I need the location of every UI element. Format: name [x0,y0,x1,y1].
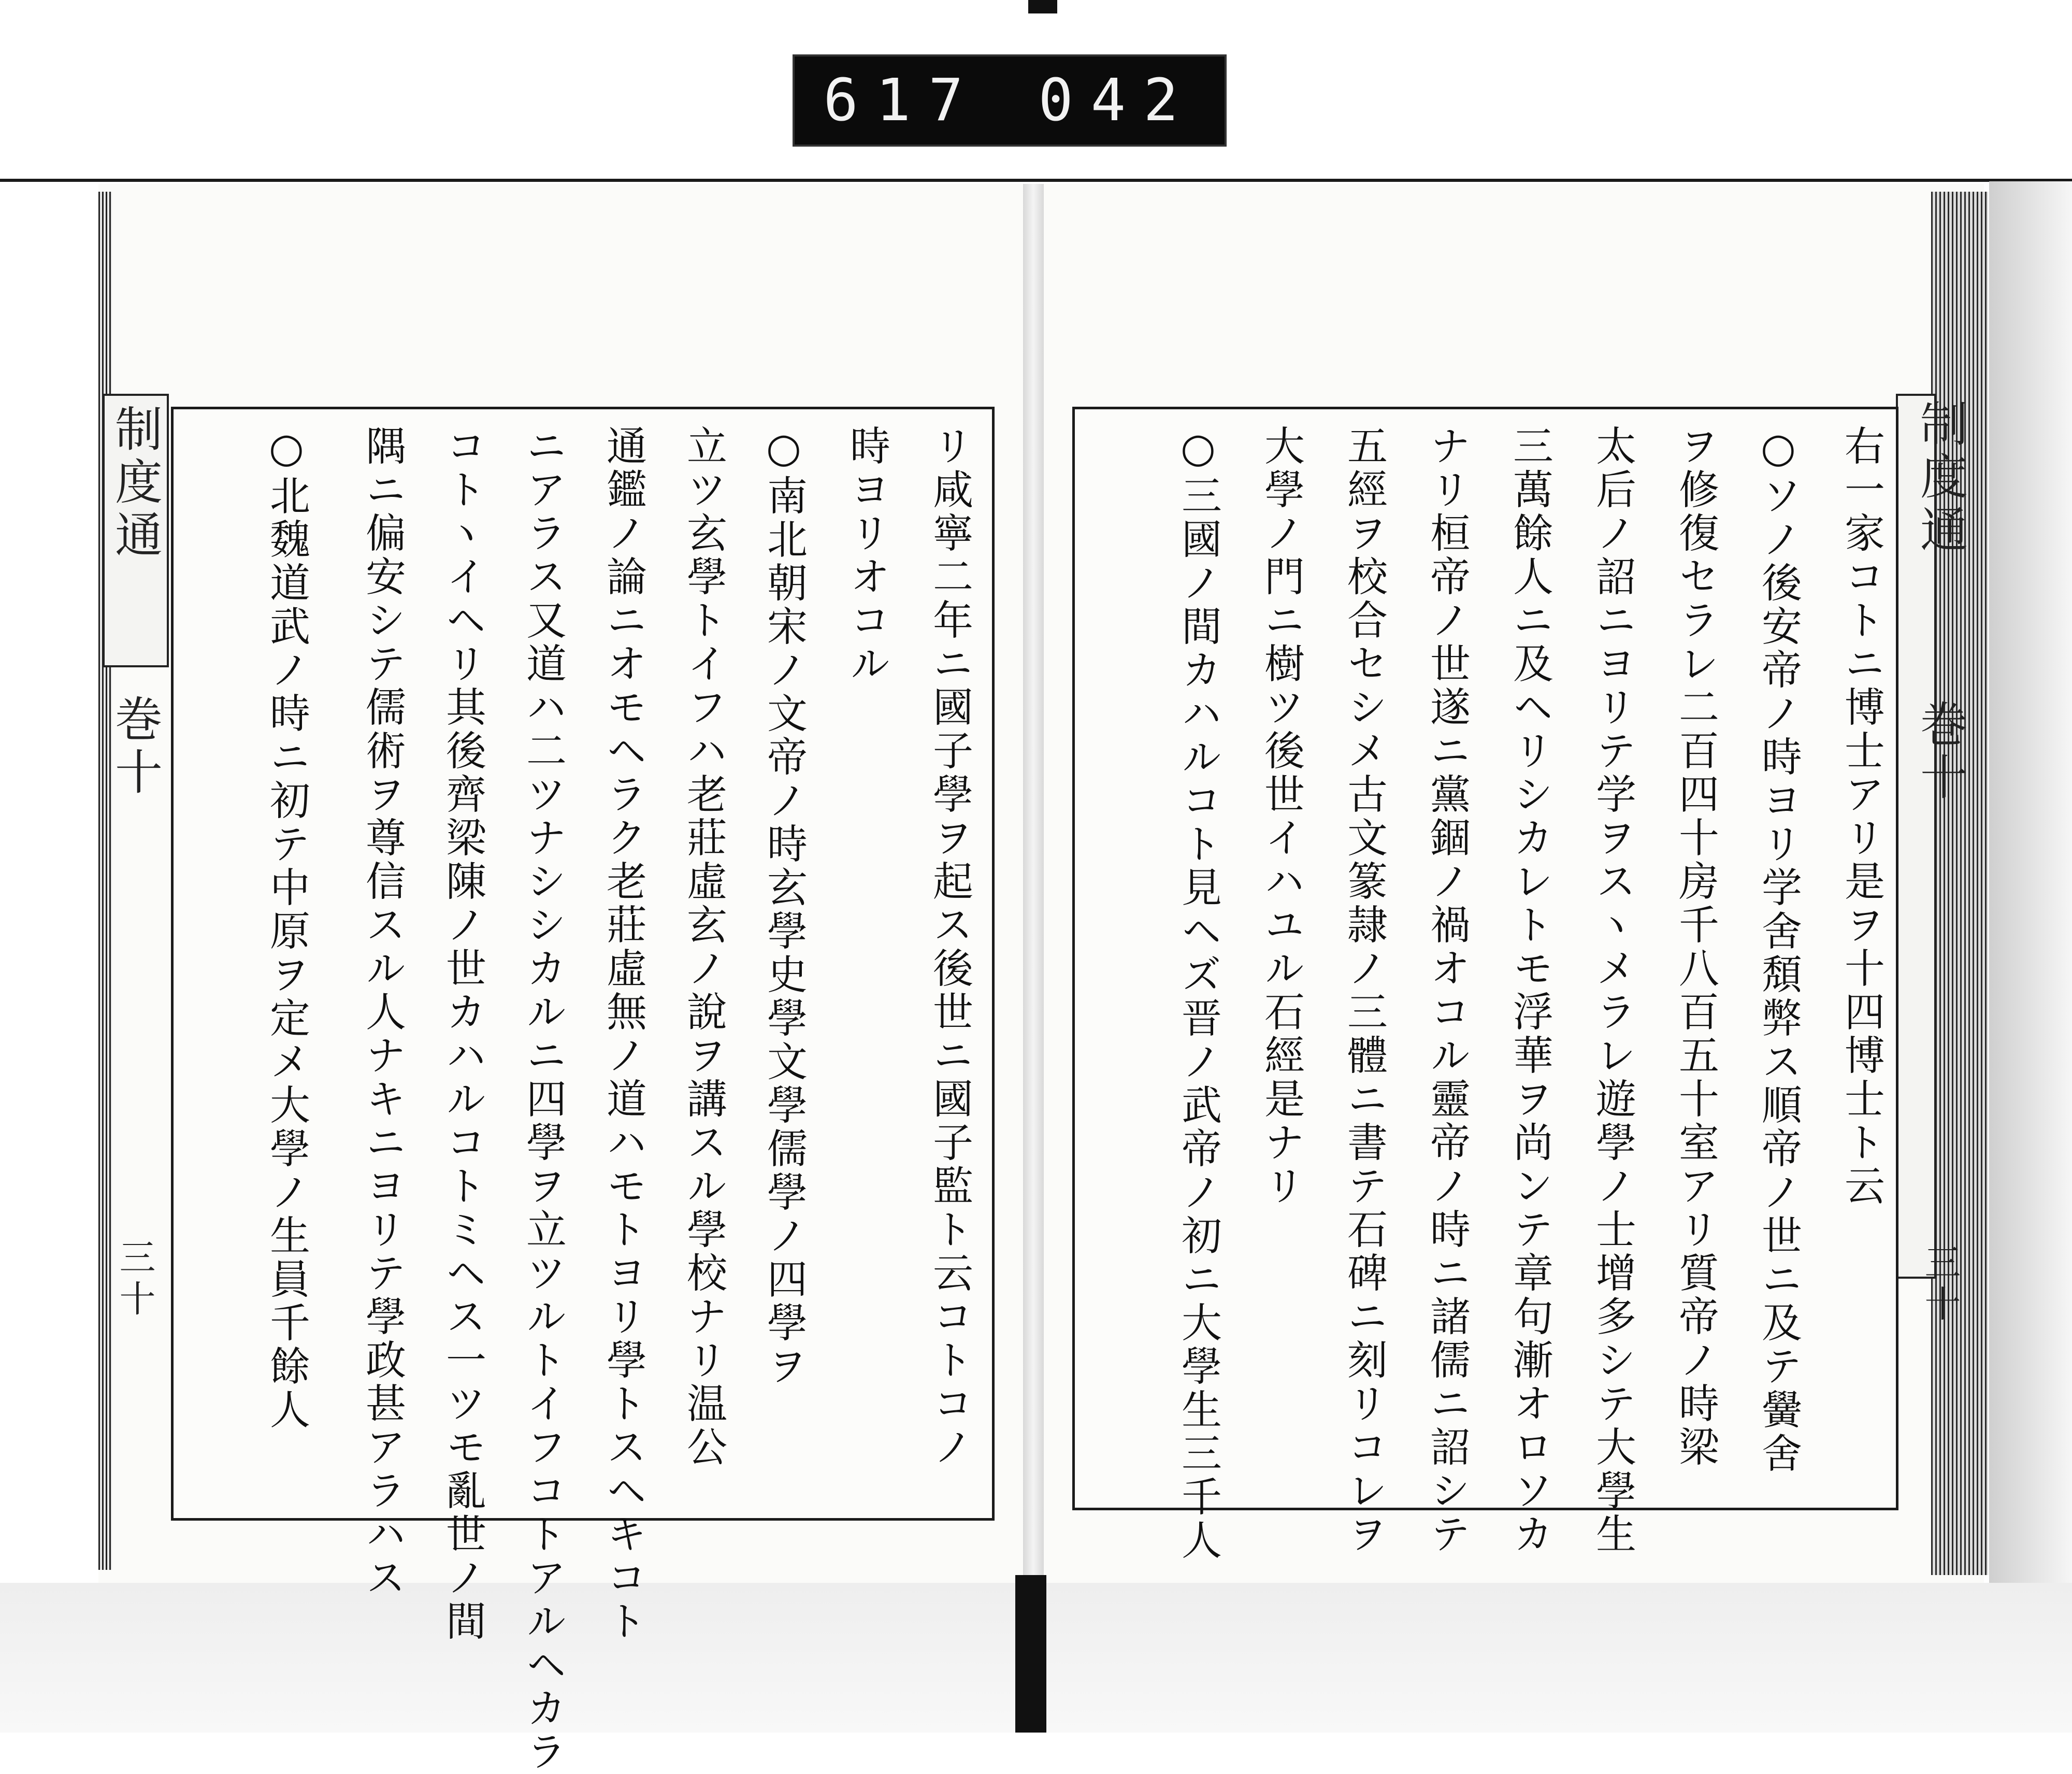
right-text-frame [1072,407,1898,1563]
left-column-7: コトヽイヘリ其後齊梁陳ノ世カハルコトミヘス一ツモ亂世ノ間 [439,425,486,1643]
book-spine [1023,184,1044,1583]
left-column-6: ニアラス又道ハ二ツナシシカルニ四學ヲ立ツルトイフコトアルヘカラ [520,425,566,1774]
right-column-8: 大學ノ門ニ樹ツ後世イハユル石經是ナリ [1258,425,1304,1208]
right-column-4: 太后ノ詔ニヨリテ学ヲスヽメラレ遊學ノ士增多シテ大學生 [1589,425,1636,1556]
frame-label-left: 617 [823,67,981,134]
right-column-9: ○三國ノ間カハルコト見ヘズ晋ノ武帝ノ初ニ大學生三千人 [1175,425,1221,1563]
left-column-8: 隅ニ偏安シテ儒術ヲ尊信スル人ナキニヨリテ學政甚アラハス [359,425,406,1600]
right-tab-page: 三十 [1919,1243,1961,1326]
left-column-2: 時ヨリオコル [843,425,890,686]
scan-top-marker [1028,0,1057,13]
left-column-5: 通鑑ノ論ニオモヘラク老莊虛無ノ道ハモトヨリ學トスヘキコト [600,425,646,1643]
left-tab-volume: 巻十 [107,694,163,800]
left-tab-title: 制度通 [107,404,163,563]
microfilm-frame-label [793,54,1227,147]
left-column-9: ○北魏道武ノ時ニ初テ中原ヲ定メ大學ノ生員千餘人 [263,425,310,1432]
left-column-1: リ咸寧二年ニ國子學ヲ起ス後世ニ國子監ト云コトコノ [926,425,973,1469]
right-column-2: ○ソノ後安帝ノ時ヨリ学舍頽弊ス順帝ノ世ニ及テ黌舍 [1755,425,1802,1476]
left-text-frame [171,407,995,1774]
left-column-4: 立ツ玄學トイフハ老莊虛玄ノ說ヲ講スル學校ナリ温公 [680,425,727,1469]
right-column-6: ナリ桓帝ノ世遂ニ黨錮ノ禍オコル靈帝ノ時ニ諸儒ニ詔シテ [1423,425,1470,1556]
scan-right-margin [1989,181,2072,1733]
right-column-1: 右一家コトニ博士アリ是ヲ十四博士ト云 [1838,425,1884,1208]
left-tab-page: 三十 [113,1238,156,1321]
right-tab-title: 制度通 [1912,399,1968,557]
right-column-7: 五經ヲ校合セシメ古文篆隷ノ三體ニ書テ石碑ニ刻リコレヲ [1341,425,1387,1556]
right-column-5: 三萬餘人ニ及ヘリシカレトモ浮華ヲ尚ンテ章句漸オロソカ [1506,425,1553,1556]
right-tab-volume: 巻十 [1912,699,1968,805]
right-column-3: ヲ修復セラレ二百四十房千八百五十室アリ質帝ノ時梁 [1672,425,1719,1469]
spine-bottom-marker [1015,1575,1046,1733]
frame-label-right: 042 [1038,67,1196,134]
scan-top-rule [0,179,2072,182]
left-column-3: ○南北朝宋ノ文帝ノ時玄學史學文學儒學ノ四學ヲ [760,425,807,1389]
